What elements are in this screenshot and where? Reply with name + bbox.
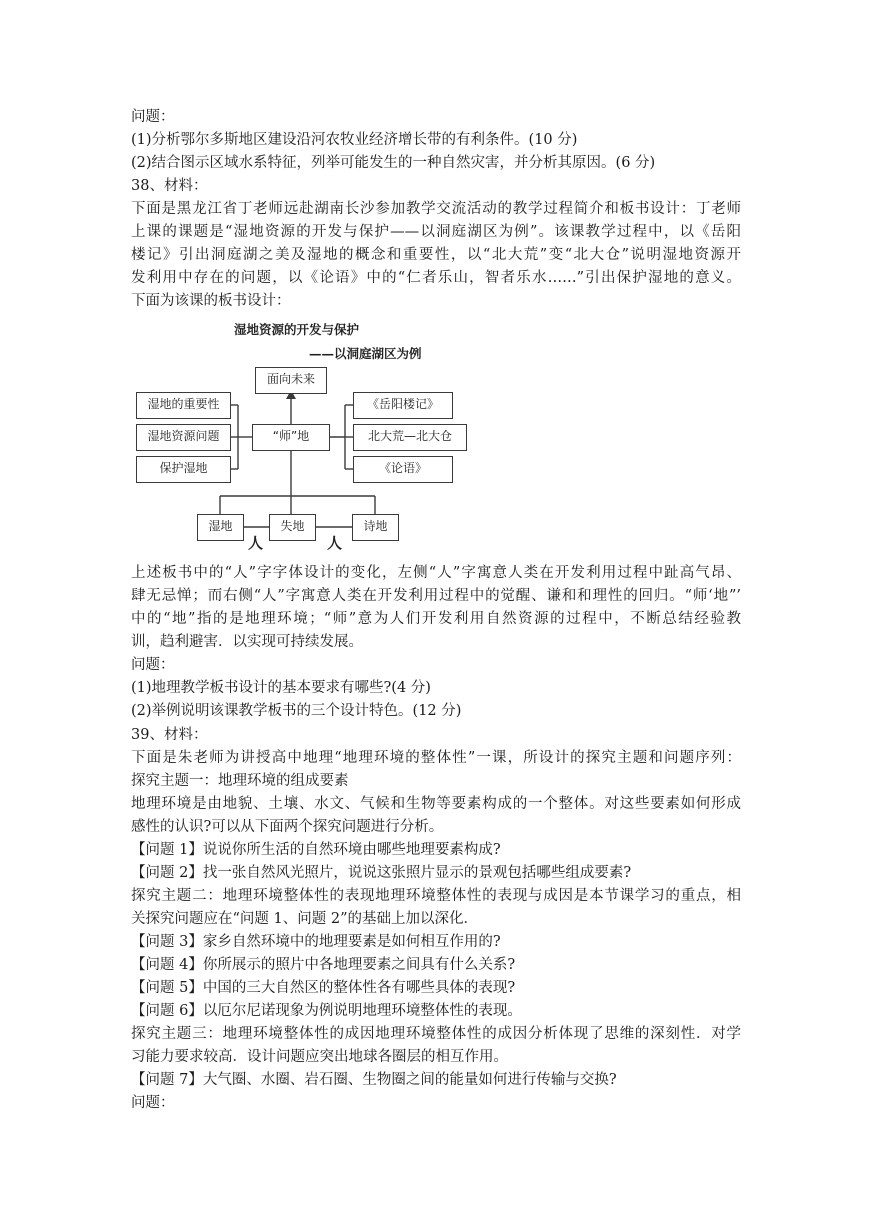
q39-theme-3: 习能力要求较高．设计问题应突出地球各圈层的相互作用。	[131, 1049, 508, 1065]
q39-problem-4: 【问题 4】你所展示的照片中各地理要素之间具有什么关系?	[131, 957, 516, 973]
board-ren-left: 人	[248, 534, 264, 552]
q38-section	[131, 175, 741, 313]
q39-theme-3: 探究主题三：地理环境整体性的成因地理环境整体性的成因分析体现了思维的深刻性．对学	[131, 1026, 741, 1042]
q39-wenti-label: 问题：	[131, 1095, 175, 1111]
board-ren-right: 人	[327, 534, 343, 552]
board-box-left: 湿地资源问题	[136, 424, 231, 451]
q39-problem-3: 【问题 3】家乡自然环境中的地理要素是如何相互作用的?	[131, 934, 501, 950]
q39-section	[131, 724, 741, 1115]
q37-question-2: (2)结合图示区域水系特征，列举可能发生的一种自然灾害，并分析其原因。(6 分)	[131, 155, 656, 171]
q39-problem-6: 【问题 6】以厄尔尼诺现象为例说明地理环境整体性的表现。	[131, 1003, 522, 1019]
q38-question-2: (2)举例说明该课教学板书的三个设计特色。(12 分)	[131, 703, 462, 719]
q39-problem-1: 【问题 1】说说你所生活的自然环境由哪些地理要素构成?	[131, 842, 501, 858]
q39-problem-5: 【问题 5】中国的三大自然区的整体性各有哪些具体的表现?	[131, 980, 516, 996]
board-box-right: 北大荒—北大仓	[353, 424, 467, 451]
q39-theme-2: 关探究问题应在“问题 1、问题 2”的基础上加以深化．	[131, 911, 478, 927]
board-box-center: “师”地	[252, 424, 330, 451]
q38-explain-line: 肆无忌惮；而右侧“人”字寓意人类在开发利用过程中的觉醒、谦和和理性的回归。“师‘地”’	[131, 588, 741, 604]
board-box-future: 面向未来	[255, 367, 327, 394]
q39-theme-2: 探究主题二：地理环境整体性的表现地理环境整体性的表现与成因是本节课学习的重点，相	[131, 888, 741, 904]
q38-explain-line: 上述板书中的“人”字字体设计的变化，左侧“人”字寓意人类在开发利用过程中趾高气昂、	[131, 565, 741, 581]
q39-number: 39、材料：	[131, 727, 208, 743]
q39-theme-1-desc: 地理环境是由地貌、土壤、水文、气候和生物等要素构成的一个整体。对这些要素如何形成	[131, 796, 741, 812]
q38-para-line: 发利用中存在的问题，以《论语》中的“仁者乐山，智者乐水……”引出保护湿地的意义。	[131, 270, 741, 286]
q38-explain-line: 训，趋利避害．以实现可持续发展。	[131, 634, 363, 650]
q37-wenti-label: 问题：	[131, 109, 175, 125]
board-title: 湿地资源的开发与保护	[234, 322, 360, 337]
q37-question-1: (1)分析鄂尔多斯地区建设沿河农牧业经济增长带的有利条件。(10 分)	[131, 132, 578, 148]
q39-theme-1: 探究主题一：地理环境的组成要素	[131, 773, 349, 789]
q39-intro: 下面是朱老师为讲授高中地理“地理环境的整体性”一课，所设计的探究主题和问题序列：	[131, 750, 741, 766]
q38-para-line: 上课的课题是“湿地资源的开发与保护——以洞庭湖区为例”。该课教学过程中，以《岳阳	[131, 224, 741, 240]
q39-theme-1-desc: 感性的认识?可以从下面两个探究问题进行分析。	[131, 819, 444, 835]
q38-explanation	[131, 562, 741, 723]
board-subtitle: ——以洞庭湖区为例	[309, 346, 422, 361]
board-box-right: 《论语》	[353, 456, 453, 483]
board-box-bottom: 诗地	[352, 514, 399, 541]
blackboard-design-figure	[131, 313, 477, 553]
q38-wenti-label: 问题：	[131, 657, 175, 673]
q38-para-line: 楼记》引出洞庭湖之美及湿地的概念和重要性，以“北大荒”变“北大仓”说明湿地资源开	[131, 247, 741, 263]
q38-question-1: (1)地理教学板书设计的基本要求有哪些?(4 分)	[131, 680, 431, 696]
q39-problem-2: 【问题 2】找一张自然风光照片，说说这张照片显示的景观包括哪些组成要素?	[131, 865, 632, 881]
q38-para-line: 下面是黑龙江省丁老师远赴湖南长沙参加教学交流活动的教学过程简介和板书设计：丁老师	[131, 201, 741, 217]
board-box-left: 保护湿地	[136, 456, 231, 483]
q39-problem-7: 【问题 7】大气圈、水圈、岩石圈、生物圈之间的能量如何进行传输与交换?	[131, 1072, 617, 1088]
board-box-left: 湿地的重要性	[136, 392, 231, 419]
board-box-right: 《岳阳楼记》	[353, 392, 453, 419]
board-box-bottom: 湿地	[197, 514, 244, 541]
q38-explain-line: 中的“地”指的是地理环境；“师”意为人们开发利用自然资源的过程中，不断总结经验教	[131, 611, 741, 627]
board-box-bottom: 失地	[269, 514, 316, 541]
q37-section	[131, 106, 741, 175]
q38-number: 38、材料：	[131, 178, 208, 194]
q38-para-line: 下面为该课的板书设计：	[131, 293, 291, 309]
